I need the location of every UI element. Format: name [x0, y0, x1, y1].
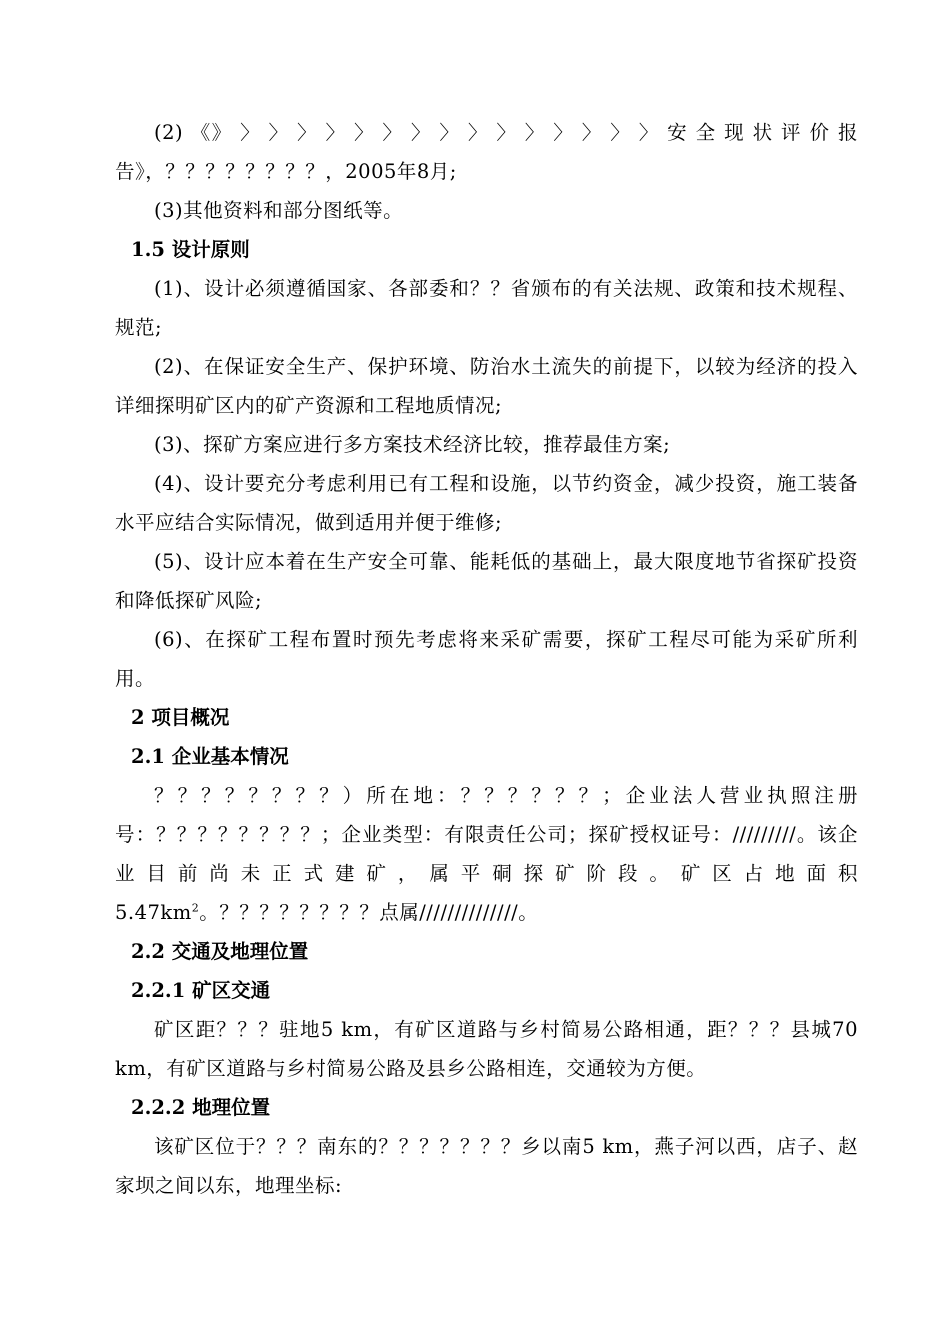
company-info-text: ？？？？？？？？）所在地：？？？？？？；企业法人营业执照注册号：？？？？？？？？；企业类型：有限责任公司；探矿授权证号：/////////。该企业目前尚未正式建矿，属平硐探矿阶段。矿区占地面积	[115, 784, 858, 885]
company-info-tail: 。？？？？？？？？点属//////////////。	[199, 901, 539, 924]
heading-2-1: 2.1 企业基本情况	[131, 745, 289, 768]
heading-1-5: 1.5 设计原则	[131, 238, 250, 261]
document-body	[115, 113, 858, 1205]
reference-2-line-2: 告》，？？？？？？？？，2005年8月;	[115, 160, 457, 183]
area-superscript: 2	[191, 901, 200, 915]
heading-2-2-1: 2.2.1 矿区交通	[131, 979, 271, 1002]
heading-2: 2 项目概况	[131, 706, 230, 729]
traffic-paragraph: 矿区距？？？驻地5 km，有矿区道路与乡村简易公路相通，距？？？县城70 km，有矿区道路与乡村简易公路及县乡公路相连，交通较为方便。	[115, 1018, 858, 1080]
principle-6: (6)、在探矿工程布置时预先考虑将来采矿需要，探矿工程尽可能为采矿所利用。	[115, 628, 858, 690]
heading-2-2: 2.2 交通及地理位置	[131, 940, 309, 963]
area-value: 5.47km	[115, 901, 192, 924]
principle-5: (5)、设计应本着在生产安全可靠、能耗低的基础上，最大限度地节省探矿投资和降低探矿风险;	[115, 550, 858, 612]
location-paragraph: 该矿区位于？？？南东的？？？？？？？乡以南5 km，燕子河以西，店子、赵家坝之间以东，地理坐标:	[115, 1135, 858, 1197]
principle-4: (4)、设计要充分考虑利用已有工程和设施，以节约资金，减少投资，施工装备水平应结合实际情况，做到适用并便于维修;	[115, 472, 858, 534]
principle-2: (2)、在保证安全生产、保护环境、防治水土流失的前提下，以较为经济的投入详细探明矿区内的矿产资源和工程地质情况;	[115, 355, 858, 417]
reference-2-line-1: (2) 《》 〉 〉 〉 〉 〉 〉 〉 〉 〉 〉 〉 〉 〉 〉 〉 安 全 现 状 评 价 报	[154, 121, 858, 144]
principle-1: (1)、设计必须遵循国家、各部委和？？省颁布的有关法规、政策和技术规程、规范;	[115, 277, 858, 339]
reference-3: (3)其他资料和部分图纸等。	[154, 199, 404, 222]
principle-3: (3)、探矿方案应进行多方案技术经济比较，推荐最佳方案;	[154, 433, 671, 456]
heading-2-2-2: 2.2.2 地理位置	[131, 1096, 271, 1119]
company-info	[115, 776, 858, 932]
